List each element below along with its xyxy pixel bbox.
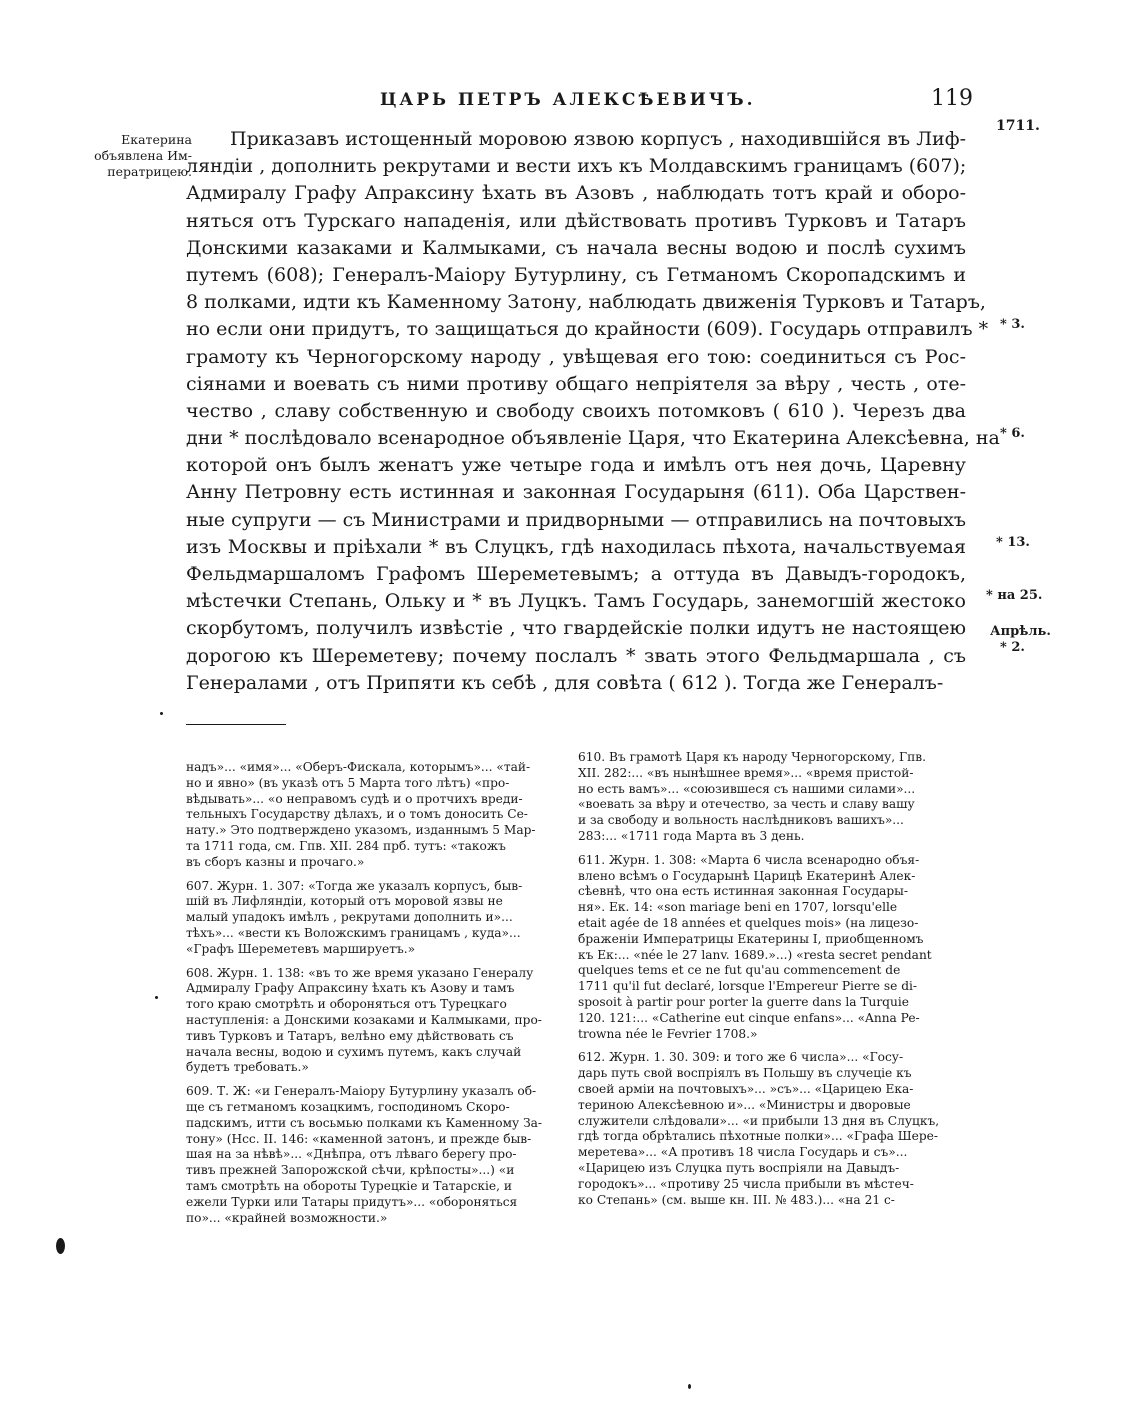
footnote-611 (578, 853, 973, 1043)
footnote-line: надъ»... «имя»... «Оберъ-Фискала, которымъ»... «тай- (186, 760, 531, 774)
left-margin-note-line: Екатерина (121, 132, 192, 147)
footnote-line: шій въ Лифляндіи, который отъ моровой язвы не (186, 894, 503, 909)
footnote-line: въ сборъ казны и прочаго.» (186, 854, 365, 869)
footnote-line: XII. 282:... «въ нынѣшнее время»... «время пристой- (578, 765, 914, 780)
left-margin-note (84, 132, 192, 180)
body-line: дни * послѣдовало всенародное объявленіе Царя, что Екатерина Алексѣевна, на (186, 427, 1000, 450)
body-line: чество , славу собственную и свободу своихъ потомковъ ( 610 ). Черезъ два (186, 399, 966, 422)
footnote-line: 283:... «1711 года Марта въ 3 день. (578, 828, 805, 843)
body-line: 8 полками, идти къ Каменному Затону, наблюдать движенія Турковъ и Татаръ, (186, 291, 986, 314)
margin-date-mark: * 6. (1000, 426, 1025, 441)
body-line: Фельдмаршаломъ Графомъ Шереметевымъ; а оттуда въ Давыдъ-городокъ, (186, 563, 966, 585)
footnote-line: нату.» Это подтверждено указомъ, изданнымъ 5 Мар- (186, 823, 536, 838)
margin-date-mark: * 3. (1000, 317, 1025, 332)
body-line: но если они придутъ, то защищаться до крайности (609). Государь отправилъ * (186, 318, 989, 341)
footnote-line: своей арміи на почтовыхъ»... »съ»... «Царицею Ека- (578, 1081, 914, 1096)
footnote-line: падскимъ, итти съ восьмью полками къ Каменному За- (186, 1115, 543, 1130)
ink-speck (155, 996, 158, 999)
margin-month-label: Апрѣль. (990, 624, 1051, 639)
body-line: ные супруги — съ Министрами и придворными — отправились на почтовыхъ (186, 508, 966, 531)
footnote-line: 612. Журн. 1. 30. 309: и того же 6 числа»... «Госу- (578, 1050, 904, 1065)
footnote-610 (578, 750, 973, 845)
footnote-line: того краю смотрѣть и обороняться отъ Турецкаго (186, 997, 507, 1012)
footnote-line: quelques tems et ce ne fut qu'au commencement de (578, 963, 901, 978)
body-line: Адмиралу Графу Апраксину ѣхать въ Азовъ , наблюдать тотъ край и оборо- (186, 182, 966, 205)
footnote-line: тѣхъ»... «вести къ Воложскимъ границамъ , куда»... (186, 925, 521, 940)
footnote-line: меретева»... «А противъ 18 числа Государь и съ»... (578, 1145, 908, 1160)
footnote-line: 120. 121:... «Catherine eut cinque enfans»... «Anna Pe- (578, 1010, 920, 1025)
footnote-line: гдѣ тогда обрѣтались пѣхотные полки»... «Графа Шере- (578, 1129, 939, 1144)
footnote-line: тельныхъ Государству дѣлахъ, и о томъ доносить Се- (186, 807, 528, 822)
body-line: путемъ (608); Генералъ-Маіору Бутурлину, съ Гетманомъ Скоропадскимъ и (186, 263, 966, 286)
body-line: дорогою къ Шереметеву; почему послалъ * звать этого Фельдмаршала , съ (186, 644, 966, 667)
body-line: Генералами , отъ Припяти къ себѣ , для совѣта ( 612 ). Тогда же Генералъ- (186, 671, 944, 694)
footnote-line: шая на за нѣвѣ»... «Днѣпра, отъ лѣваго берегу про- (186, 1147, 517, 1162)
footnote-line: малый упадокъ имѣлъ , рекрутами дополнить и»... (186, 910, 513, 925)
body-line: Приказавъ истощенный моровою язвою корпусъ , находившійся въ Лиф- (230, 128, 966, 150)
footnote-612 (578, 1050, 973, 1208)
body-line: Анну Петровну есть истинная и законная Государыня (611). Оба Царствен- (186, 481, 966, 504)
body-line: сіянами и воевать съ ними противу общаго непріятеля за вѣру , честь , оте- (186, 372, 966, 395)
footnote-line: наступленія: а Донскими козаками и Калмыками, про- (186, 1012, 542, 1027)
footnote-line: и за свободу и вольность наслѣдниковъ вашихъ»... (578, 813, 904, 828)
footnote-609 (186, 1084, 581, 1226)
footnote-separator (186, 724, 286, 725)
footnote-line: 609. Т. Ж: «и Генералъ-Маіору Бутурлину указалъ об- (186, 1084, 537, 1099)
main-body-text (186, 126, 1000, 697)
footnote-line: териною Алексѣевною и»... «Министры и дворовые (578, 1097, 911, 1112)
footnote-line: ня». Ек. 14: «son mariage beni en 1707, lorsqu'elle (578, 900, 898, 915)
footnote-continuation (186, 760, 581, 871)
footnote-line: будетъ требовать.» (186, 1060, 309, 1075)
footnote-line: но есть вамъ»... «союзившеся съ нашими силами»... (578, 781, 916, 796)
left-margin-note-line: объявлена Им- (94, 148, 192, 163)
footnote-line: ежели Турки или Татары придутъ»... «обороняться (186, 1194, 518, 1209)
ink-blot (56, 1238, 65, 1254)
margin-date-mark: * на 25. (986, 588, 1043, 603)
body-line: которой онъ былъ женатъ уже четыре года и имѣлъ отъ нея дочь, Царевну (186, 454, 966, 477)
footnote-line: 610. Въ грамотѣ Царя къ народу Черногорскому, Гпв. (578, 750, 926, 764)
running-head-title: ЦАРЬ ПЕТРЪ АЛЕКСѢЕВИЧЪ. (380, 90, 756, 110)
body-line: изъ Москвы и пріѣхали * въ Слуцкъ, гдѣ находилась пѣхота, начальствуемая (186, 535, 966, 558)
body-line: мѣстечки Степань, Ольку и * въ Луцкъ. Тамъ Государь, занемогшій жестоко (186, 590, 966, 613)
footnote-line: 611. Журн. 1. 308: «Марта 6 числа всенародно объя- (578, 852, 920, 867)
footnote-line: 607. Журн. 1. 307: «Тогда же указалъ корпусъ, быв- (186, 878, 523, 893)
footnote-line: сѣевнѣ, что она есть истинная законная Государы- (578, 884, 908, 899)
footnote-line: тивъ Турковъ и Татаръ, велѣно ему дѣйствовать съ (186, 1028, 514, 1043)
footnote-line: влено всѣмъ о Государынѣ Царицѣ Екатеринѣ Алек- (578, 868, 916, 883)
footnote-line: sposoit à partir pour porter la guerre dans la Turquie (578, 994, 909, 1009)
footnote-line: ще съ гетманомъ козацкимъ, господиномъ Скоро- (186, 1099, 510, 1114)
footnote-line: къ Ек:... «née le 27 lanv. 1689.»...) «resta secret pendant (578, 947, 932, 962)
footnote-line: trowna née le Fevrier 1708.» (578, 1026, 758, 1041)
footnote-line: «Графъ Шереметевъ маршируетъ.» (186, 941, 416, 956)
margin-year: 1711. (996, 118, 1040, 134)
footnote-line: 1711 qu'il fut declaré, lorsque l'Empereur Pierre se di- (578, 979, 918, 994)
body-line: Донскими казаками и Калмыками, съ начала весны водою и послѣ сухимъ (186, 236, 966, 259)
left-margin-note-line: ператрицею. (107, 164, 192, 179)
body-line: няться отъ Турскаго нападенія, или дѣйствовать противъ Турковъ и Татаръ (186, 209, 966, 232)
footnote-line: браженіи Императрицы Екатерины I, приобщенномъ (578, 931, 924, 946)
footnote-line: 608. Журн. 1. 138: «въ то же время указано Генералу (186, 965, 534, 980)
footnote-line: дарь путь свой воспріялъ въ Польшу въ случеціе къ (578, 1066, 912, 1081)
footnote-line: «Царицею изъ Слуцка путь воспріяли на Давыдъ- (578, 1160, 900, 1175)
ink-speck (688, 1384, 691, 1389)
footnote-line: Адмиралу Графу Апраксину ѣхать къ Азову и тамъ (186, 981, 515, 996)
body-line: грамоту къ Черногорскому народу , увѣщевая его тою: соединиться съ Рос- (186, 345, 966, 368)
footnote-line: по»... «крайней возможности.» (186, 1210, 388, 1225)
footnote-line: etait agée de 18 années et quelques mois» (на лицезо- (578, 915, 919, 930)
footnote-line: та 1711 года, см. Гпв. XII. 284 прб. тутъ: «такожъ (186, 838, 506, 853)
margin-date-mark: * 2. (1000, 640, 1025, 655)
footnotes-left-column (186, 760, 581, 1234)
footnote-line: городокъ»... «противу 25 числа прибыли въ мѣстеч- (578, 1176, 914, 1191)
page-number: 119 (931, 86, 973, 111)
margin-date-mark: * 13. (996, 535, 1030, 550)
footnote-line: служители слѣдовали»... «и прибыли 13 дня въ Слуцкъ, (578, 1113, 940, 1128)
footnote-line: «воевать за вѣру и отечество, за честь и славу вашу (578, 797, 915, 812)
body-line: ляндіи , дополнить рекрутами и вести ихъ къ Молдавскимъ границамъ (607); (186, 155, 967, 178)
footnote-line: тону» (Нсс. II. 146: «каменной затонъ, и прежде быв- (186, 1131, 532, 1146)
footnote-line: ко Степань» (см. выше кн. III. № 483.)... «на 21 с- (578, 1192, 895, 1207)
footnote-line: тивъ прежней Запорожской сѣчи, крѣпосты»...) «и (186, 1163, 515, 1178)
footnote-line: вѣдывать»... «о неправомъ судѣ и о протчихъ вреди- (186, 791, 523, 806)
ink-speck (160, 712, 163, 715)
footnote-line: тамъ смотрѣть на обороты Турецкіе и Татарскіе, и (186, 1178, 513, 1193)
footnotes-right-column (578, 750, 973, 1216)
body-line: скорбутомъ, получилъ извѣстіе , что гвардейскіе полки идутъ не настоящею (186, 617, 966, 640)
footnote-line: начала весны, водою и сухимъ путемъ, какъ случай (186, 1044, 522, 1059)
footnote-607 (186, 879, 581, 958)
footnote-line: но и явно» (въ указѣ отъ 5 Марта того лѣтъ) «про- (186, 775, 510, 790)
footnote-608 (186, 966, 581, 1077)
